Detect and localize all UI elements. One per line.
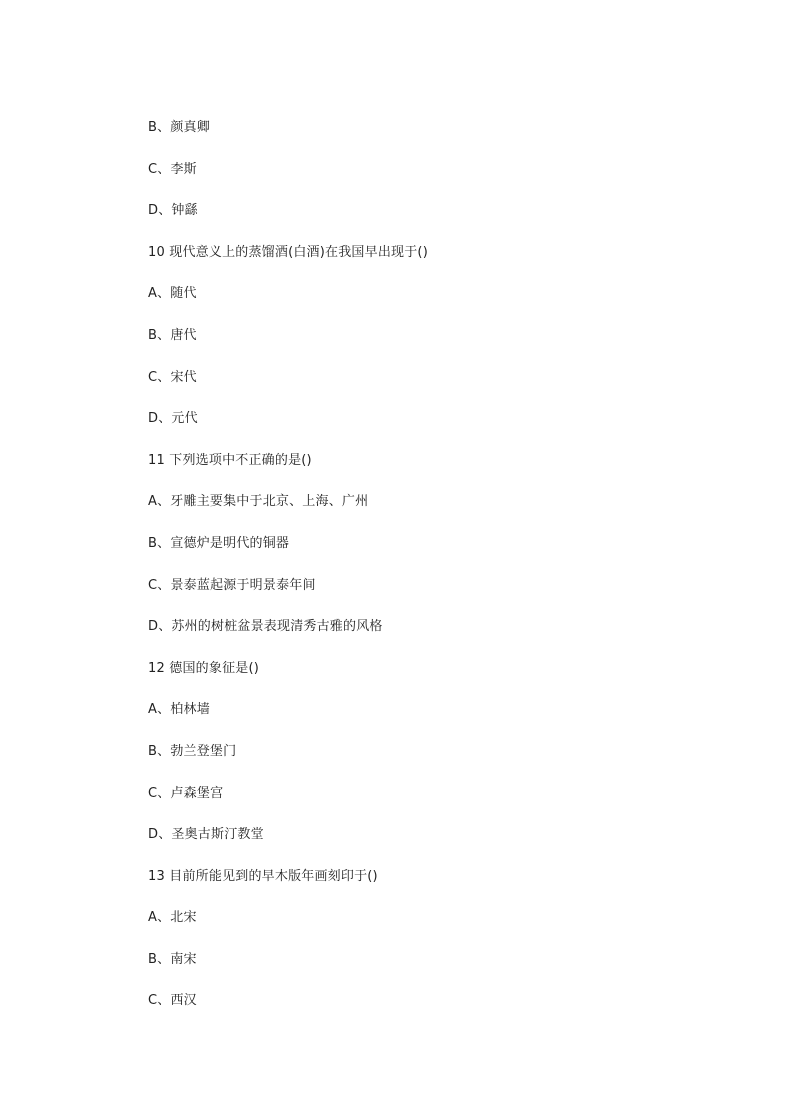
q13-option-b: B、南宋 <box>148 951 197 967</box>
q13-option-a: A、北宋 <box>148 910 197 926</box>
question-12: 12 德国的象征是() <box>148 660 260 676</box>
option-c-lisi: C、李斯 <box>148 161 197 177</box>
q11-option-d: D、苏州的树桩盆景表现清秀古雅的风格 <box>148 619 383 635</box>
q10-option-d: D、元代 <box>148 411 198 427</box>
q10-option-c: C、宋代 <box>148 369 197 385</box>
q10-option-a: A、随代 <box>148 286 197 302</box>
question-13: 13 目前所能见到的早木版年画刻印于() <box>148 868 378 884</box>
option-b-yanzhenqing: B、颜真卿 <box>148 120 210 135</box>
q12-option-c: C、卢森堡宫 <box>148 785 224 801</box>
q11-option-a: A、牙雕主要集中于北京、上海、广州 <box>148 494 369 510</box>
question-10: 10 现代意义上的蒸馏酒(白酒)在我国早出现于() <box>148 244 428 260</box>
q12-option-a: A、柏林墙 <box>148 702 210 718</box>
q12-option-d: D、圣奥古斯汀教堂 <box>148 827 264 843</box>
q11-option-b: B、宣德炉是明代的铜器 <box>148 535 290 551</box>
option-d-zhongyao: D、钟繇 <box>148 203 198 219</box>
q11-option-c: C、景泰蓝起源于明景泰年间 <box>148 577 316 593</box>
question-11: 11 下列选项中不正确的是() <box>148 452 312 468</box>
q10-option-b: B、唐代 <box>148 327 197 343</box>
q12-option-b: B、勃兰登堡门 <box>148 743 237 759</box>
question-list <box>148 117 748 1032</box>
q13-option-c: C、西汉 <box>148 993 197 1009</box>
